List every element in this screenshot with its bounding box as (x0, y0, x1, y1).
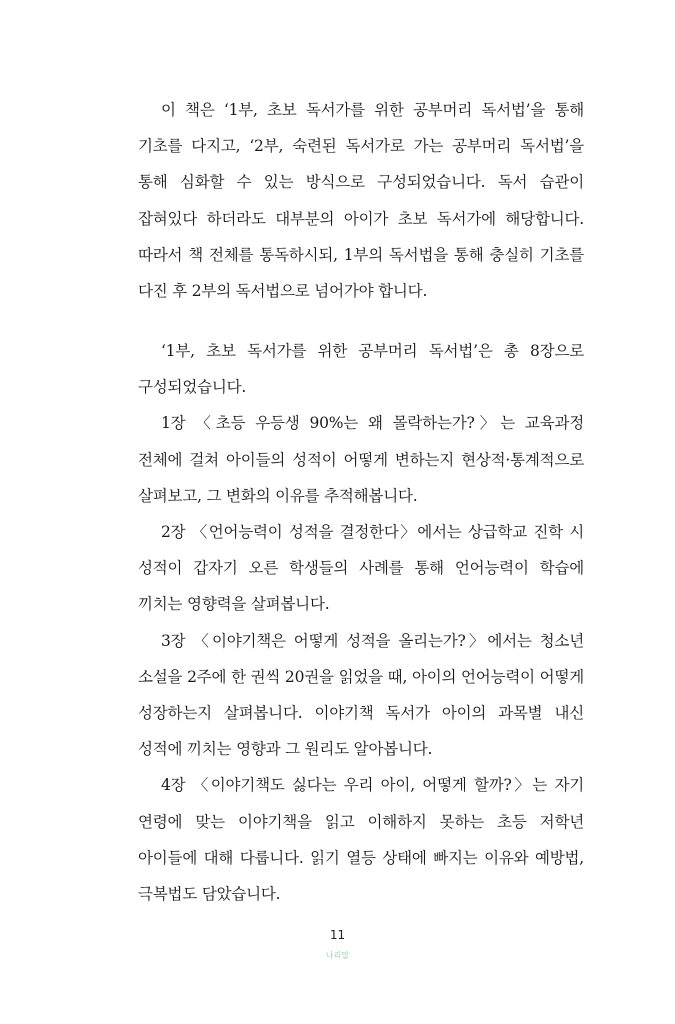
part1-section (138, 333, 584, 912)
chapter-2-paragraph: 2장 〈언어능력이 성적을 결정한다〉에서는 상급학교 진학 시 성적이 갑자기 오른 학생들의 사례를 통해 언어능력이 학습에 끼치는 영향력을 살펴봅니다. (138, 523, 584, 614)
chapter-1-paragraph: 1장 〈초등 우등생 90%는 왜 몰락하는가?〉는 교육과정 전체에 걸쳐 아이들의 성적이 어떻게 변하는지 현상적·통계적으로 살펴보고, 그 변화의 이유를 추적해봅니다. (138, 414, 584, 505)
chapter-3-paragraph: 3장 〈이야기책은 어떻게 성적을 올리는가?〉에서는 청소년 소설을 2주에 한 권씩 20권을 읽었을 때, 아이의 언어능력이 어떻게 성장하는지 살펴봅니다. 이야기책 독서가 아이의 과목별 내신 성적에 끼치는 영향과 그 원리도 알아봅니다. (138, 631, 584, 759)
intro-section (138, 92, 584, 309)
intro-paragraph: 이 책은 ‘1부, 초보 독서가를 위한 공부머리 독서법’을 통해 기초를 다지고, ‘2부, 숙련된 독서가로 가는 공부머리 독서법’을 통해 심화할 수 있는 방식으로 구성되었습니다. 독서 습관이 잡혀있다 하더라도 대부분의 아이가 초보 독서가에 해당합니다. 따라서 책 전체를 통독하시되, 1부의 독서법을 통해 충실히 기초를 다진 후 2부의 독서법으로 넘어가야 합니다. (138, 101, 584, 301)
part1-overview-paragraph: ‘1부, 초보 독서가를 위한 공부머리 독서법’은 총 8장으로 구성되었습니다. (138, 342, 584, 397)
page-number: 11 (329, 928, 346, 942)
publisher-mark: 나리말 (325, 951, 350, 960)
chapter-4-paragraph: 4장 〈이야기책도 싫다는 우리 아이, 어떻게 할까?〉는 자기 연령에 맞는 이야기책을 읽고 이해하지 못하는 초등 저학년 아이들에 대해 다룹니다. 읽기 열등 상태에 빠지는 이유와 예방법, 극복법도 담았습니다. (138, 776, 584, 904)
